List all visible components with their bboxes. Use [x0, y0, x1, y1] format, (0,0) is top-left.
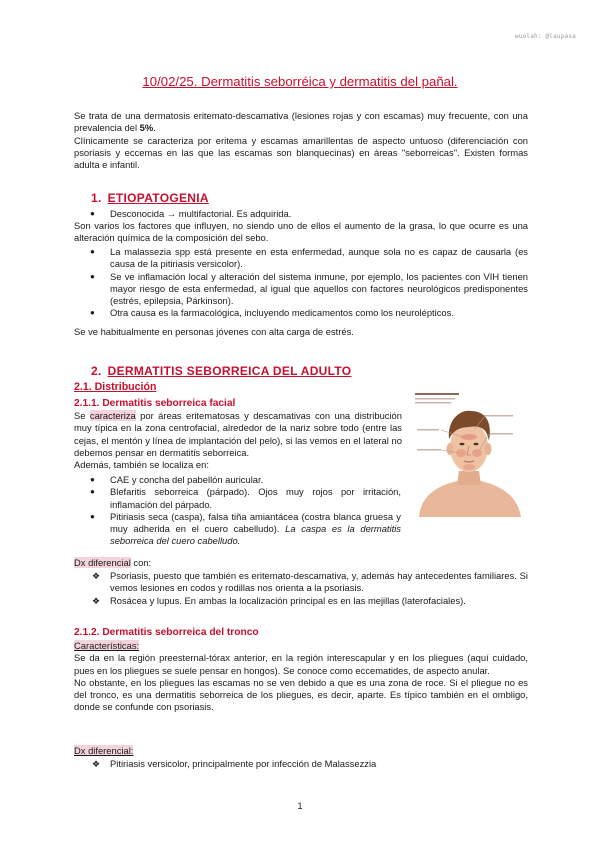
dx-diferencial-2-list — [92, 758, 528, 770]
tronco-text — [74, 640, 528, 714]
subheading-facial: 2.1.1. Dermatitis seborreica facial — [74, 398, 236, 409]
list-item: ● Se ve inflamación local y alteración del sistema inmune, por ejemplo, los pacientes con VIH tienen mayor riesgo de esta enfermedad, al igual que aquellos con factores neurológicos predisponentes (estrés, epilepsia, Párkinson). — [90, 270, 528, 307]
dx-diferencial-1-list — [92, 570, 528, 607]
etiopatogenia-bullet-list-1 — [90, 208, 528, 220]
illustration-face-seborrheic-dermatitis-icon — [411, 389, 527, 517]
list-item: ● Desconocida → multifactorial. Es adquirida. — [90, 208, 292, 219]
list-item: ● Otra causa es la farmacológica, incluyendo medicamentos como los neurolépticos. — [90, 307, 454, 319]
watermark: wuolah: @laupasa — [515, 33, 576, 40]
section-1-heading: 1. ETIOPATOGENIA — [91, 191, 209, 205]
list-item: ❖ Rosácea y lupus. En ambas la localización principal es en las mejillas (laterofaciales). — [92, 594, 466, 606]
facial-localizations-list — [90, 474, 401, 548]
etiopatogenia-closing: Se ve habitualmente en personas jóvenes con alta carga de estrés. — [74, 326, 354, 337]
list-item: ● Blefaritis seborreica (párpado). Ojos muy rojos por irritación, inflamación del párpado. — [90, 486, 401, 510]
page-number: 1 — [297, 801, 303, 811]
tronco-paragraph-1: Se da en la región preesternal-tórax anterior, en la región interescapular y en los pliegues (aquí cuidado, pues en los pliegues se suele pensar en hongos). Se conoce como eccematides, de aspecto anular. — [74, 652, 528, 676]
etiopatogenia-bullet-list-2 — [90, 246, 528, 320]
subheading-distribucion: 2.1. Distribución — [74, 381, 157, 393]
highlight-dx-diferencial: Dx diferencial — [74, 557, 131, 568]
highlight-caracteriza: caracteriza — [89, 410, 136, 421]
subheading-tronco: 2.1.2. Dermatitis seborreica del tronco — [74, 627, 259, 638]
dx-diferencial-1: Dx diferencial con: — [74, 557, 152, 568]
page-title: 10/02/25. Dermatitis seborréica y dermatitis del pañal. — [142, 74, 458, 89]
list-item: ❖ Psoriasis, puesto que también es eritemato-descamativa, y, además hay antecedentes familiares. Si vemos lesiones en codos y rodillas nos orienta a la psoriasis. — [92, 570, 528, 594]
list-item: ● CAE y concha del pabellón auricular. — [90, 474, 264, 485]
tronco-paragraph-2: No obstante, en los pliegues las escamas no se ven debido a que es una zona de roce. Si el pliegue no es del tronco, es una dermatitis seborreica de los pliegues, es decir, aparte. Es típico también en el ombligo, donde se confunde con psoriasis. — [74, 676, 528, 713]
dx-diferencial-2 — [74, 745, 528, 757]
list-item: ● Pitiriasis seca (caspa), falsa tiña amiantácea (costra blanca gruesa y muy adherida en el cuero cabelludo). La caspa es la dermatitis seborreica del cuero cabelludo. — [90, 510, 401, 547]
facial-paragraph: Se caracteriza por áreas eritematosas y descamativas con una distribución muy típica en la zona centrofacial, alrededor de la nariz sobre todo (entre las cejas, el mentón y línea de implantación del pelo), si las vemos en el lateral no debemos pensar en dermatitis seborreica. Además, también se localiza en: — [74, 410, 402, 471]
intro — [74, 110, 528, 171]
intro-paragraph-1: Se trata de una dermatosis eritemato-descamativa (lesiones rojas y con escamas) muy frecuente, con una prevalencia del 5%. — [74, 110, 528, 134]
section-2-heading: 2. DERMATITIS SEBORREICA DEL ADULTO — [91, 364, 352, 378]
highlight-caracteristicas: Características: — [74, 640, 140, 651]
etiopatogenia-paragraph: Son varios los factores que influyen, no siendo uno de ellos el aumento de la grasa, lo que ocurre es una alteración química de la composición del sebo. — [74, 220, 528, 244]
list-item: ● La malassezia spp está presente en esta enfermedad, aunque sola no es capaz de causarla (es causa de la pitiriasis versicolor). — [90, 246, 528, 270]
highlight-dx-diferencial-2: Dx diferencial: — [74, 745, 134, 756]
list-item: ❖ Pitiriasis versicolor, principalmente por infección de Malassezzia — [92, 758, 377, 769]
intro-paragraph-2: Clínicamente se caracteriza por eritema y escamas amarillentas de aspecto untuoso (diferenciación con psoriasis y eccemas en las que las escamas son blanquecinas) en áreas "seborreicas". Existen formas adulta e infantil. — [74, 134, 528, 171]
